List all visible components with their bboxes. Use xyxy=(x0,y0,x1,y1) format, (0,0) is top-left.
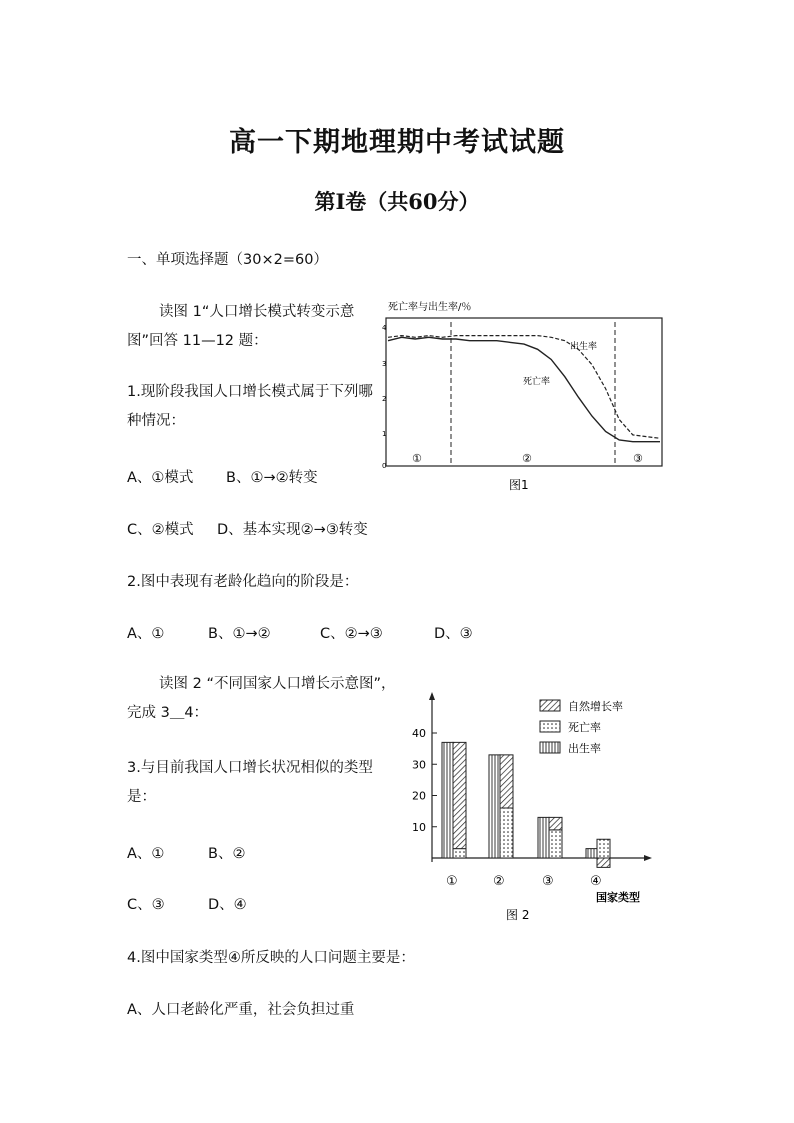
figure-2-bar-chart xyxy=(410,690,660,928)
fig1-stage-3: ③ xyxy=(633,452,643,465)
legend-swatch-birth-rate xyxy=(540,742,560,753)
fig2-y-arrow xyxy=(429,692,435,700)
q4-option-a: A、人口老龄化严重，社会负担过重 xyxy=(127,1002,355,1018)
bar-death-rate-4 xyxy=(597,839,610,858)
fig1-caption: 图1 xyxy=(509,478,529,492)
fig1-ylabel: 死亡率与出生率/％ xyxy=(388,302,472,313)
q1-option-b: B、①→②转变 xyxy=(226,470,318,486)
q3-option-d: D、④ xyxy=(208,897,247,913)
question-3-stem: 3.与目前我国人口增长状况相似的类型是： xyxy=(127,760,373,805)
bar-death-rate-1 xyxy=(453,849,466,858)
bar-natural-growth-4 xyxy=(597,858,610,867)
bar-birth-rate-2 xyxy=(489,755,500,858)
fig2-y-ticks xyxy=(412,727,437,834)
fig1-death-rate-line xyxy=(388,337,660,441)
question-2-stem: 2.图中表现有老龄化趋向的阶段是： xyxy=(127,574,359,590)
intro-figure-1: 读图 1“人口增长模式转变示意图”回答 11—12 题： xyxy=(127,304,355,349)
fig2-legend xyxy=(540,699,623,755)
fig1-ytick-4: 4 xyxy=(382,324,387,332)
fig2-category-4: ④ xyxy=(590,874,602,889)
bar-birth-rate-1 xyxy=(442,742,453,858)
fig2-category-2: ② xyxy=(493,874,505,889)
bar-death-rate-2 xyxy=(500,808,513,858)
legend-label-birth-rate: 出生率 xyxy=(568,742,601,755)
fig2-x-arrow xyxy=(644,855,652,861)
q2-option-b: B、①→② xyxy=(208,626,271,642)
legend-swatch-death-rate xyxy=(540,721,560,732)
question-4-stem: 4.图中国家类型④所反映的人口问题主要是： xyxy=(127,950,415,966)
page-subtitle: 第Ⅰ卷（共60分） xyxy=(314,189,480,214)
q1-option-d: D、基本实现②→③转变 xyxy=(217,522,368,538)
fig1-frame xyxy=(386,318,662,466)
fig2-category-1: ① xyxy=(446,874,458,889)
q1-option-c: C、②模式 xyxy=(127,522,194,538)
page-title: 高一下期地理期中考试试题 xyxy=(229,127,565,158)
fig2-ytick-label-40: 40 xyxy=(412,727,426,740)
fig1-stage-2: ② xyxy=(522,452,532,465)
fig2-category-3: ③ xyxy=(542,874,554,889)
bar-death-rate-3 xyxy=(549,830,562,858)
bar-natural-growth-1 xyxy=(453,742,466,848)
q3-option-c: C、③ xyxy=(127,897,165,913)
fig1-death-label: 死亡率 xyxy=(523,377,551,387)
q3-option-b: B、② xyxy=(208,846,246,862)
q2-option-a: A、① xyxy=(127,626,165,642)
bar-birth-rate-4 xyxy=(586,849,597,858)
fig1-ytick-0: 0 xyxy=(382,462,387,470)
fig1-ytick-1: 1 xyxy=(382,430,387,438)
fig2-ytick-label-10: 10 xyxy=(412,820,426,834)
bar-birth-rate-3 xyxy=(538,817,549,858)
q3-option-a: A、① xyxy=(127,846,165,862)
q1-option-a: A、①模式 xyxy=(127,470,194,486)
section-heading: 一、单项选择题（30×2=60） xyxy=(127,252,328,268)
fig2-caption: 图 2 xyxy=(506,908,530,922)
q2-option-c: C、②→③ xyxy=(320,626,383,642)
fig2-category-labels xyxy=(446,874,602,889)
fig2-ytick-label-20: 20 xyxy=(412,789,426,803)
intro-figure-2: 读图 2 “不同国家人口增长示意图”，完成 3＿4： xyxy=(127,676,396,721)
legend-swatch-natural-growth xyxy=(540,700,560,711)
question-1-stem: 1.现阶段我国人口增长模式属于下列哪种情况： xyxy=(127,384,373,429)
legend-label-natural-growth: 自然增长率 xyxy=(568,700,623,713)
fig2-bars xyxy=(442,742,610,867)
fig1-birth-label: 出生率 xyxy=(570,342,598,352)
legend-label-death-rate: 死亡率 xyxy=(568,721,601,734)
fig1-ytick-2: 2 xyxy=(382,395,387,403)
fig1-ytick-3: 3 xyxy=(382,360,387,368)
bar-natural-growth-2 xyxy=(500,755,513,808)
fig2-ytick-label-30: 30 xyxy=(412,758,426,772)
bar-natural-growth-3 xyxy=(549,817,562,830)
q2-option-d: D、③ xyxy=(434,626,473,642)
fig1-stage-1: ① xyxy=(412,452,422,465)
fig2-xlabel: 国家类型 xyxy=(596,891,640,904)
figure-1-line-chart xyxy=(378,296,668,496)
